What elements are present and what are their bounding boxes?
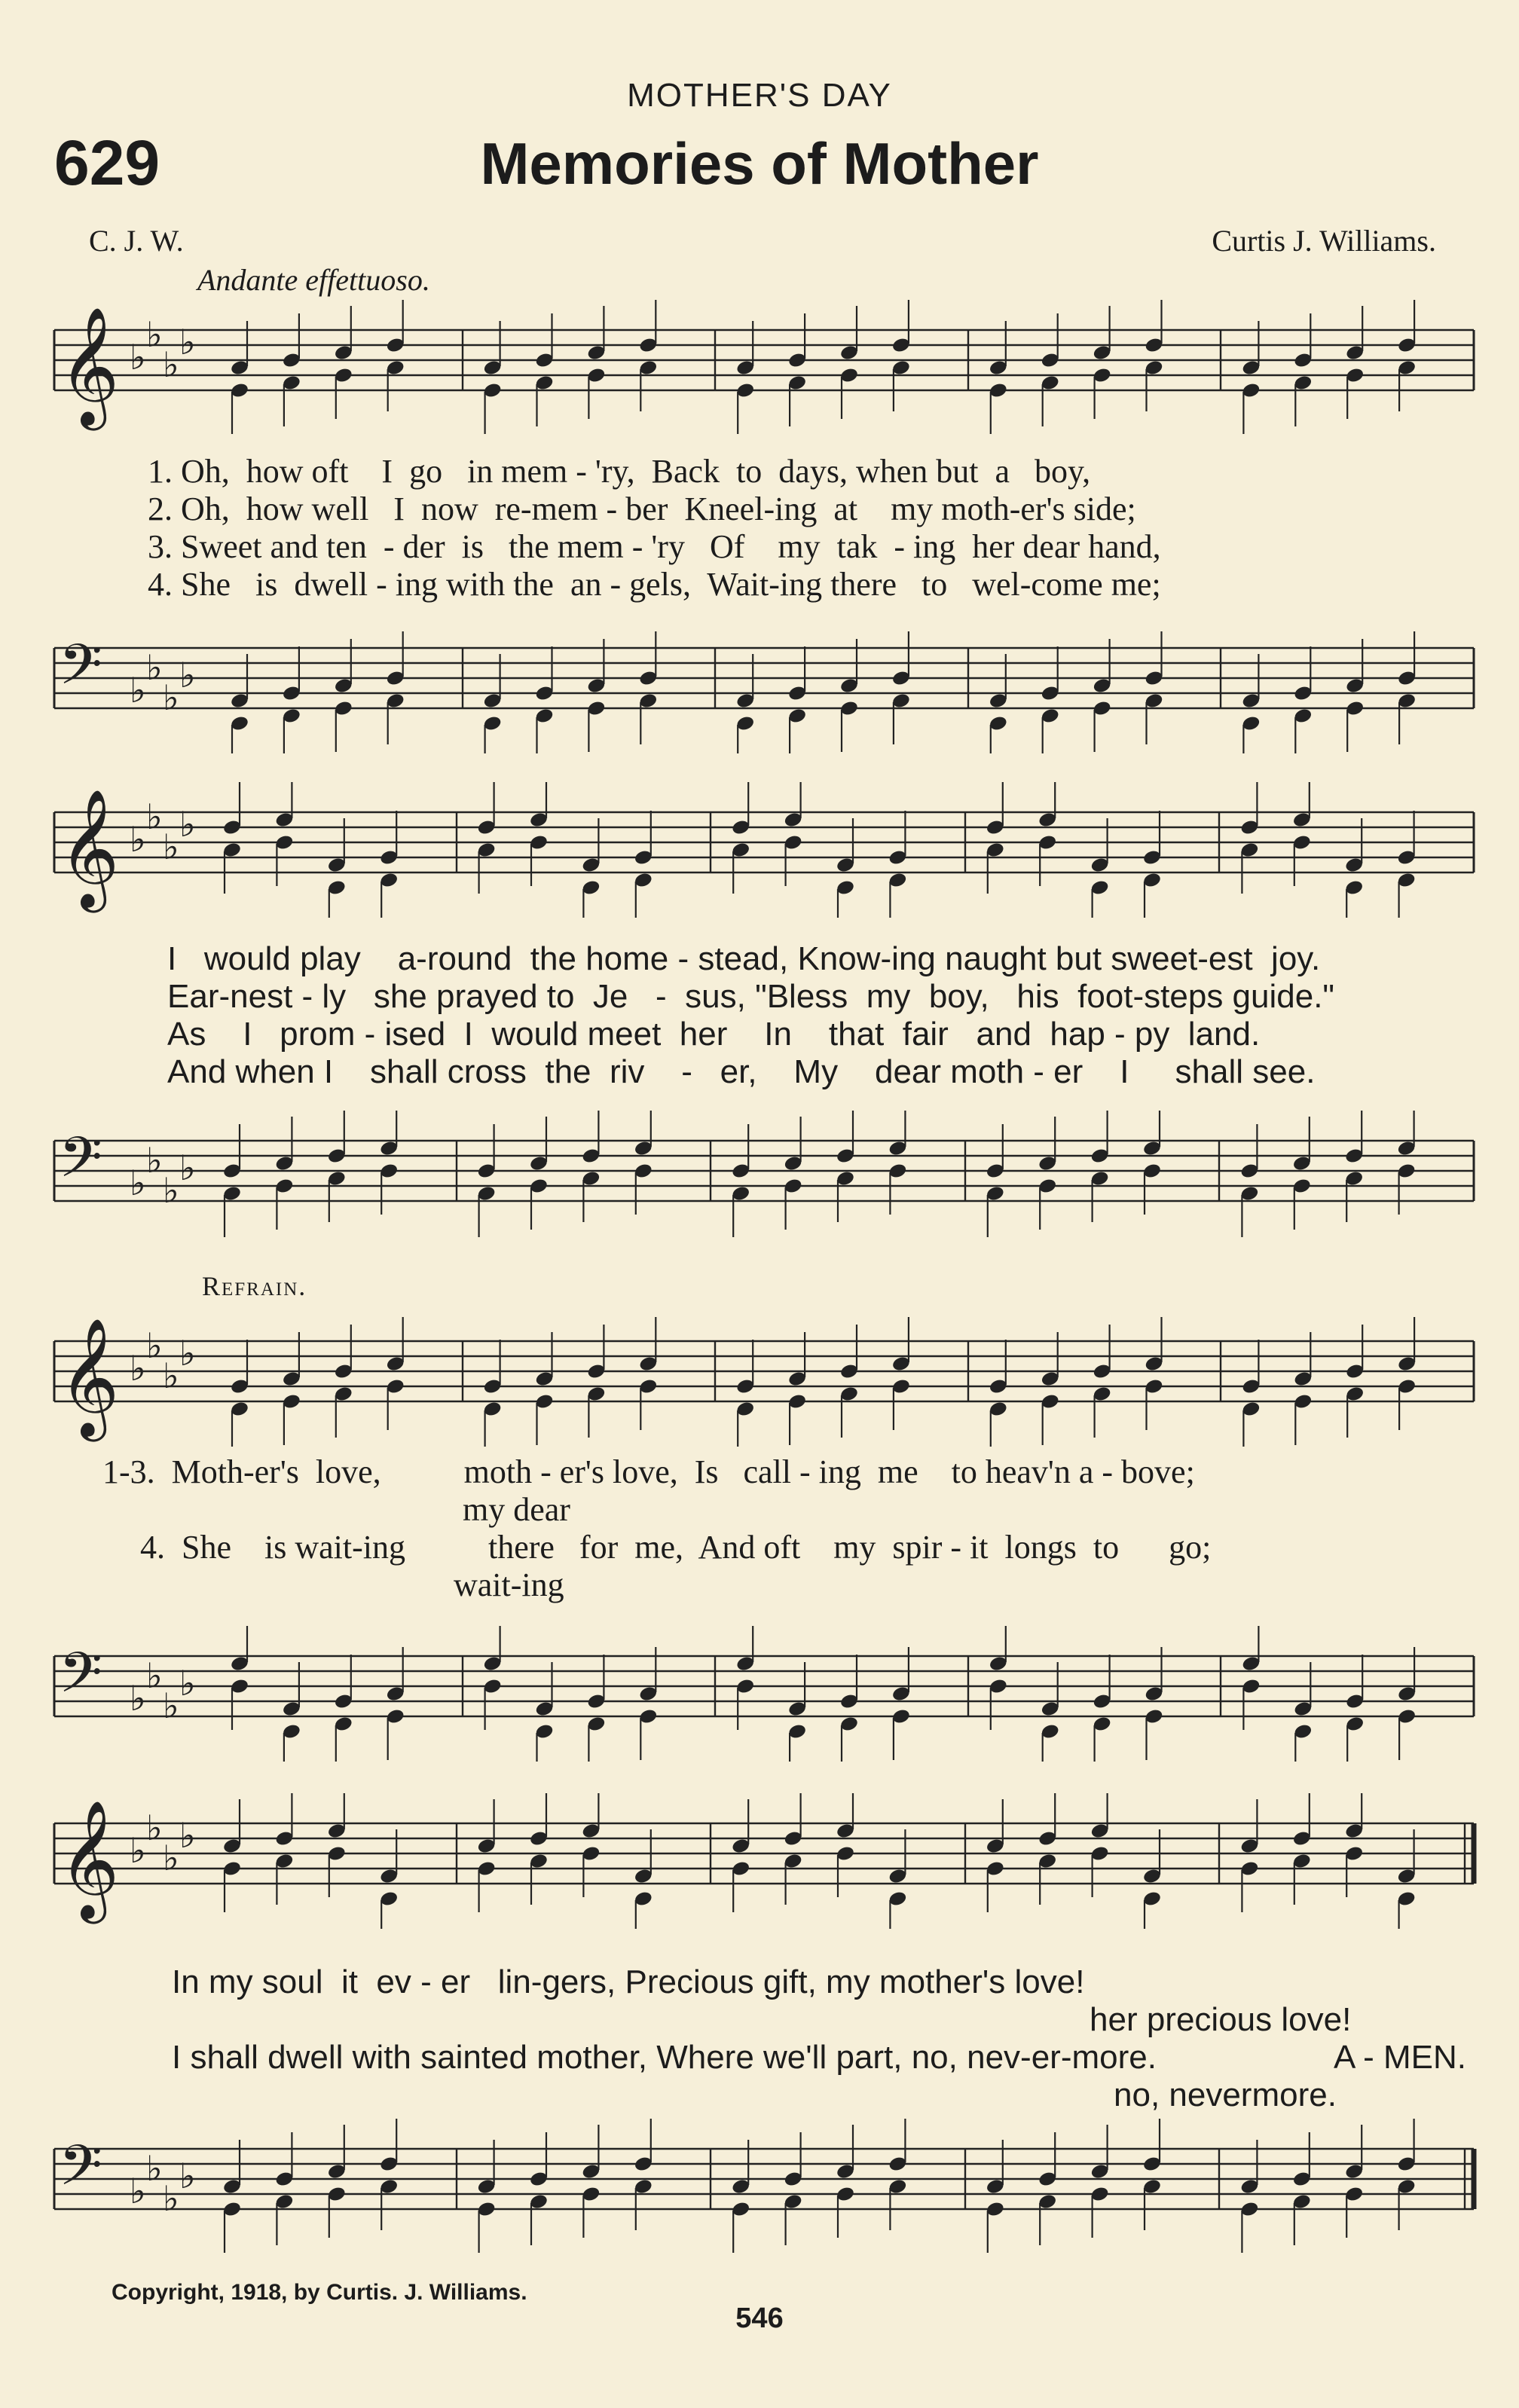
flat-icon: ♭ — [146, 796, 163, 837]
bass-clef-icon: 𝄢 — [59, 1640, 102, 1719]
category-heading: MOTHER'S DAY — [627, 77, 892, 114]
bass-staff-1 — [0, 618, 1519, 753]
treble-clef-icon: 𝄞 — [59, 307, 120, 426]
flat-icon: ♭ — [179, 322, 196, 362]
flat-icon: ♭ — [130, 1830, 146, 1871]
treble-staff-3 — [0, 1311, 1519, 1447]
staff-lines — [0, 1111, 1519, 1246]
refrain-line-1: 1-3. Moth-er's love, moth - er's love, Is call - ing me to heav'n a - bove; — [102, 1453, 1195, 1490]
flat-icon: ♭ — [179, 655, 196, 695]
flat-icon: ♭ — [146, 647, 163, 688]
bass-clef-icon: 𝄢 — [59, 2133, 102, 2212]
treble-staff-4 — [0, 1793, 1519, 1929]
refrain-alt-4: no, nevermore. — [1114, 2076, 1337, 2113]
verse-line-1a: 1. Oh, how oft I go in mem - 'ry, Back to days, when but a boy, — [148, 453, 1091, 490]
verse-line-4a: 4. She is dwell - ing with the an - gels, Wait-ing there to wel-come me; — [148, 566, 1161, 603]
verse-line-4b: And when I shall cross the riv - er, My dear moth - er I shall see. — [167, 1053, 1316, 1090]
copyright-notice: Copyright, 1918, by Curtis. J. Williams. — [112, 2280, 527, 2305]
hymn-title: Memories of Mother — [480, 130, 1039, 197]
refrain-label: Refrain. — [202, 1271, 307, 1301]
staff-lines — [0, 300, 1519, 435]
flat-icon: ♭ — [163, 344, 179, 385]
amen-text: A - MEN. — [1334, 2039, 1467, 2076]
lyricist-credit: C. J. W. — [89, 224, 184, 258]
bass-staff-4 — [0, 2119, 1519, 2254]
staff-lines — [0, 1311, 1519, 1447]
flat-icon: ♭ — [130, 2171, 146, 2211]
staff-lines — [0, 1626, 1519, 1762]
staff-lines — [0, 1793, 1519, 1929]
flat-icon: ♭ — [163, 1685, 179, 1726]
staff-lines — [0, 782, 1519, 918]
page-number: 546 — [735, 2303, 784, 2334]
refrain-alt-2: wait-ing — [454, 1566, 564, 1603]
refrain-line-3: In my soul it ev - er lin-gers, Precious gift, my mother's love! — [172, 1963, 1085, 2000]
flat-icon: ♭ — [146, 1808, 163, 1848]
flat-icon: ♭ — [163, 827, 179, 867]
flat-icon: ♭ — [179, 1815, 196, 1856]
staff-lines — [0, 2119, 1519, 2254]
staff-lines — [0, 618, 1519, 753]
treble-clef-icon: 𝄞 — [59, 789, 120, 908]
verse-line-3b: As I prom - ised I would meet her In that fair and hap - py land. — [167, 1016, 1261, 1053]
flat-icon: ♭ — [179, 2156, 196, 2196]
flat-icon: ♭ — [163, 2178, 179, 2219]
flat-icon: ♭ — [130, 819, 146, 860]
flat-icon: ♭ — [163, 1838, 179, 1878]
flat-icon: ♭ — [179, 804, 196, 845]
refrain-line-2: 4. She is wait-ing there for me, And oft my spir - it longs to go; — [140, 1529, 1212, 1566]
flat-icon: ♭ — [146, 1325, 163, 1366]
flat-icon: ♭ — [179, 1333, 196, 1374]
treble-clef-icon: 𝄞 — [59, 1318, 120, 1437]
refrain-alt-1: my dear — [463, 1491, 570, 1528]
flat-icon: ♭ — [130, 1163, 146, 1203]
flat-icon: ♭ — [146, 2148, 163, 2189]
tempo-marking: Andante effettuoso. — [197, 263, 430, 297]
verse-line-1b: I would play a-round the home - stead, Know-ing naught but sweet-est joy. — [167, 940, 1321, 977]
verse-line-3a: 3. Sweet and ten - der is the mem - 'ry Of my tak - ing her dear hand, — [148, 528, 1161, 565]
flat-icon: ♭ — [163, 1355, 179, 1396]
flat-icon: ♭ — [130, 1678, 146, 1719]
treble-clef-icon: 𝄞 — [59, 1800, 120, 1919]
refrain-line-4: I shall dwell with sainted mother, Where we'll part, no, nev-er-more. — [172, 2039, 1157, 2076]
flat-icon: ♭ — [146, 1655, 163, 1696]
flat-icon: ♭ — [146, 1140, 163, 1181]
bass-staff-2 — [0, 1111, 1519, 1246]
bass-clef-icon: 𝄢 — [59, 1125, 102, 1204]
flat-icon: ♭ — [146, 314, 163, 355]
verse-line-2a: 2. Oh, how well I now re-mem - ber Kneel-ing at my moth-er's side; — [148, 490, 1136, 527]
flat-icon: ♭ — [163, 1170, 179, 1211]
flat-icon: ♭ — [163, 677, 179, 718]
verse-line-2b: Ear-nest - ly she prayed to Je - sus, "Bless my boy, his foot-steps guide." — [167, 978, 1335, 1015]
flat-icon: ♭ — [179, 1147, 196, 1188]
flat-icon: ♭ — [179, 1663, 196, 1704]
flat-icon: ♭ — [130, 670, 146, 710]
composer-credit: Curtis J. Williams. — [1212, 224, 1436, 258]
bass-clef-icon: 𝄢 — [59, 632, 102, 711]
flat-icon: ♭ — [130, 1348, 146, 1389]
treble-staff-2 — [0, 782, 1519, 918]
refrain-alt-3: her precious love! — [1090, 2001, 1352, 2038]
treble-staff-1 — [0, 300, 1519, 435]
bass-staff-3 — [0, 1626, 1519, 1762]
flat-icon: ♭ — [130, 337, 146, 377]
hymn-number: 629 — [54, 127, 160, 198]
